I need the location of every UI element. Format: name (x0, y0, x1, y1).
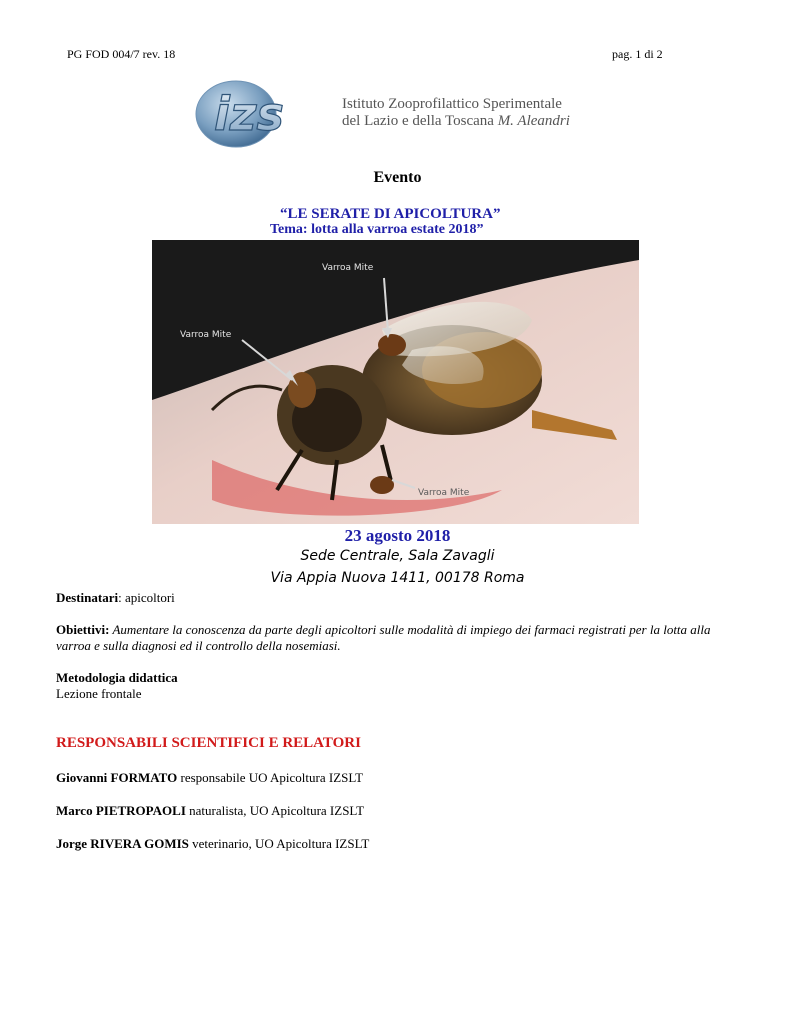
speaker-role: responsabile UO Apicoltura IZSLT (177, 770, 364, 785)
speakers-heading: RESPONSABILI SCIENTIFICI E RELATORI (56, 735, 361, 751)
page-number: pag. 1 di 2 (612, 47, 663, 61)
event-venue-room: Sede Centrale, Sala Zavagli (300, 548, 495, 564)
mite-label-top: Varroa Mite (322, 263, 374, 273)
speaker-name: Marco PIETROPAOLI (56, 803, 186, 818)
institute-dedication: M. Aleandri (497, 113, 570, 129)
methodology-value: Lezione frontale (56, 686, 142, 701)
logo-letters: izs (214, 87, 284, 141)
speaker-entry (56, 836, 369, 852)
institute-name (342, 96, 570, 130)
speaker-entry (56, 770, 363, 786)
target-audience (56, 590, 175, 606)
methodology-heading: Metodologia didattica (56, 670, 178, 685)
institute-line-1: Istituto Zooprofilattico Sperimentale (342, 96, 562, 112)
methodology-label (56, 670, 178, 686)
event-theme: Tema: lotta alla varroa estate 2018” (270, 222, 484, 237)
mite-label-left: Varroa Mite (180, 330, 232, 340)
speaker-entry (56, 803, 364, 819)
objectives-text: Aumentare la conoscenza da parte degli apicoltori sulle modalità di impiego dei farmaci registrati per la lotta alla varroa e sulla diagnosi ed il controllo della nosemiasi. (56, 622, 711, 653)
bee-varroa-photo (152, 240, 639, 524)
target-audience-value: : apicoltori (118, 590, 175, 605)
event-date: 23 agosto 2018 (344, 526, 451, 545)
izs-logo (192, 78, 342, 150)
speaker-role: naturalista, UO Apicoltura IZSLT (185, 803, 365, 818)
objectives-label: Obiettivi: (56, 622, 110, 637)
institute-region: del Lazio e della Toscana (342, 113, 498, 129)
event-venue-address: Via Appia Nuova 1411, 00178 Roma (270, 570, 525, 586)
speaker-role: veterinario, UO Apicoltura IZSLT (188, 836, 370, 851)
event-heading: Evento (373, 169, 422, 186)
document-code: PG FOD 004/7 rev. 18 (67, 47, 176, 61)
mite-label-bottom: Varroa Mite (418, 488, 470, 498)
objectives (56, 622, 746, 654)
speaker-name: Giovanni FORMATO (56, 770, 178, 785)
target-audience-label: Destinatari (56, 590, 119, 605)
institute-line-2 (342, 113, 570, 130)
event-title: “LE SERATE DI APICOLTURA” (280, 206, 501, 222)
speaker-name: Jorge RIVERA GOMIS (56, 836, 189, 851)
